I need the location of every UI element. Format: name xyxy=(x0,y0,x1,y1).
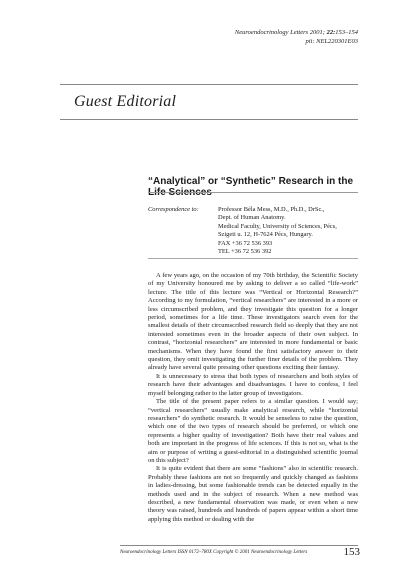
correspondence-line: Dept. of Human Anatomy. xyxy=(218,214,286,222)
correspondence-divider xyxy=(148,258,358,259)
journal-volume: 22: xyxy=(326,29,336,36)
pii-identifier: pii: NEL220301E03 xyxy=(305,38,358,45)
correspondence-address xyxy=(218,206,398,256)
page-number: 153 xyxy=(343,546,360,558)
correspondence-line: TEL +36 72 536 392 xyxy=(218,248,272,256)
section-title: Guest Editorial xyxy=(74,93,177,110)
journal-prefix: Neuroendocrinology Letters 2001; xyxy=(234,29,327,36)
body-paragraph: The title of the present paper refers to a similar question. I would say; “vertical researchers” usually make analytical research, while “horizontal researchers” do synthetic research. It would be senseless to raise the question, which one of the two types of research should be preferred, or which one represents a higher quality of investigation? Both have their real values and both are important in the progress of life sciences. If this is not so, what is the aim or purpose of writing a guest-editorial in a distinguished scientific journal on this subject? xyxy=(148,398,358,464)
journal-citation xyxy=(235,28,358,37)
body-paragraph: It is unnecessary to stress that both types of researchers and both styles of research have their advantages and disadvantages. I have to confess, I feel myself belonging rather to the latter group of investigators. xyxy=(148,372,358,397)
article-body xyxy=(148,272,358,524)
journal-header xyxy=(235,28,358,46)
section-band xyxy=(60,84,358,120)
correspondence-line: Professor Béla Mess, M.D., Ph.D., DrSc., xyxy=(218,206,325,213)
footer-citation: Neuroendocrinology Letters ISSN 0172–780X Copyright © 2001 Neuroendocrinology Letters xyxy=(120,550,308,555)
correspondence-line: Medical Faculty, University of Sciences, Pécs, xyxy=(218,222,337,230)
article-title: “Analytical” or “Synthetic” Research in the Life Sciences xyxy=(148,176,354,198)
correspondence-line: FAX +36 72 536 393 xyxy=(218,239,273,247)
correspondence-label: Correspondence to: xyxy=(148,206,199,213)
body-paragraph: It is quite evident that there are some “fashions” also in scientific research. Probably these fashions are not so frequently and quickly changed as fashions in ladies-dressing, but some fashionable trends can be detected equally in the methods used and in the subject of research. When a new method was described, a new fundamental observation was made, or even when a new theory was raised, hundreds and hundreds of papers appear within a short time applying this method or dealing with the xyxy=(148,465,358,523)
journal-pages: 153–154 xyxy=(335,29,358,36)
title-divider xyxy=(148,192,358,193)
correspondence-line: Szigeti u. 12, H-7624 Pécs, Hungary. xyxy=(218,231,313,239)
footer-divider xyxy=(120,545,358,546)
body-paragraph: A few years ago, on the occasion of my 70th birthday, the Scientific Society of my University honoured me by asking to deliver a so called “life-work” lecture. The title of this lecture was “Vertical or Horizontal Research?” According to my formulation, “vertical researchers” are interested in a more or less circumscribed problem, and they investigate this question for a longer period, sometimes for a life time. These investigators search even for the smallest details of their circumscribed research field so deeply that they are not interested sometimes even in the broader aspects of their own subject. In contrast, “horizontal researchers” are interested in more fundamental or basic mechanisms. When they have found the first satisfactory answer to their question, they omit investigating the further finer details of the problem. They already have several quite pressing other questions exciting their fantasy. xyxy=(148,272,358,372)
